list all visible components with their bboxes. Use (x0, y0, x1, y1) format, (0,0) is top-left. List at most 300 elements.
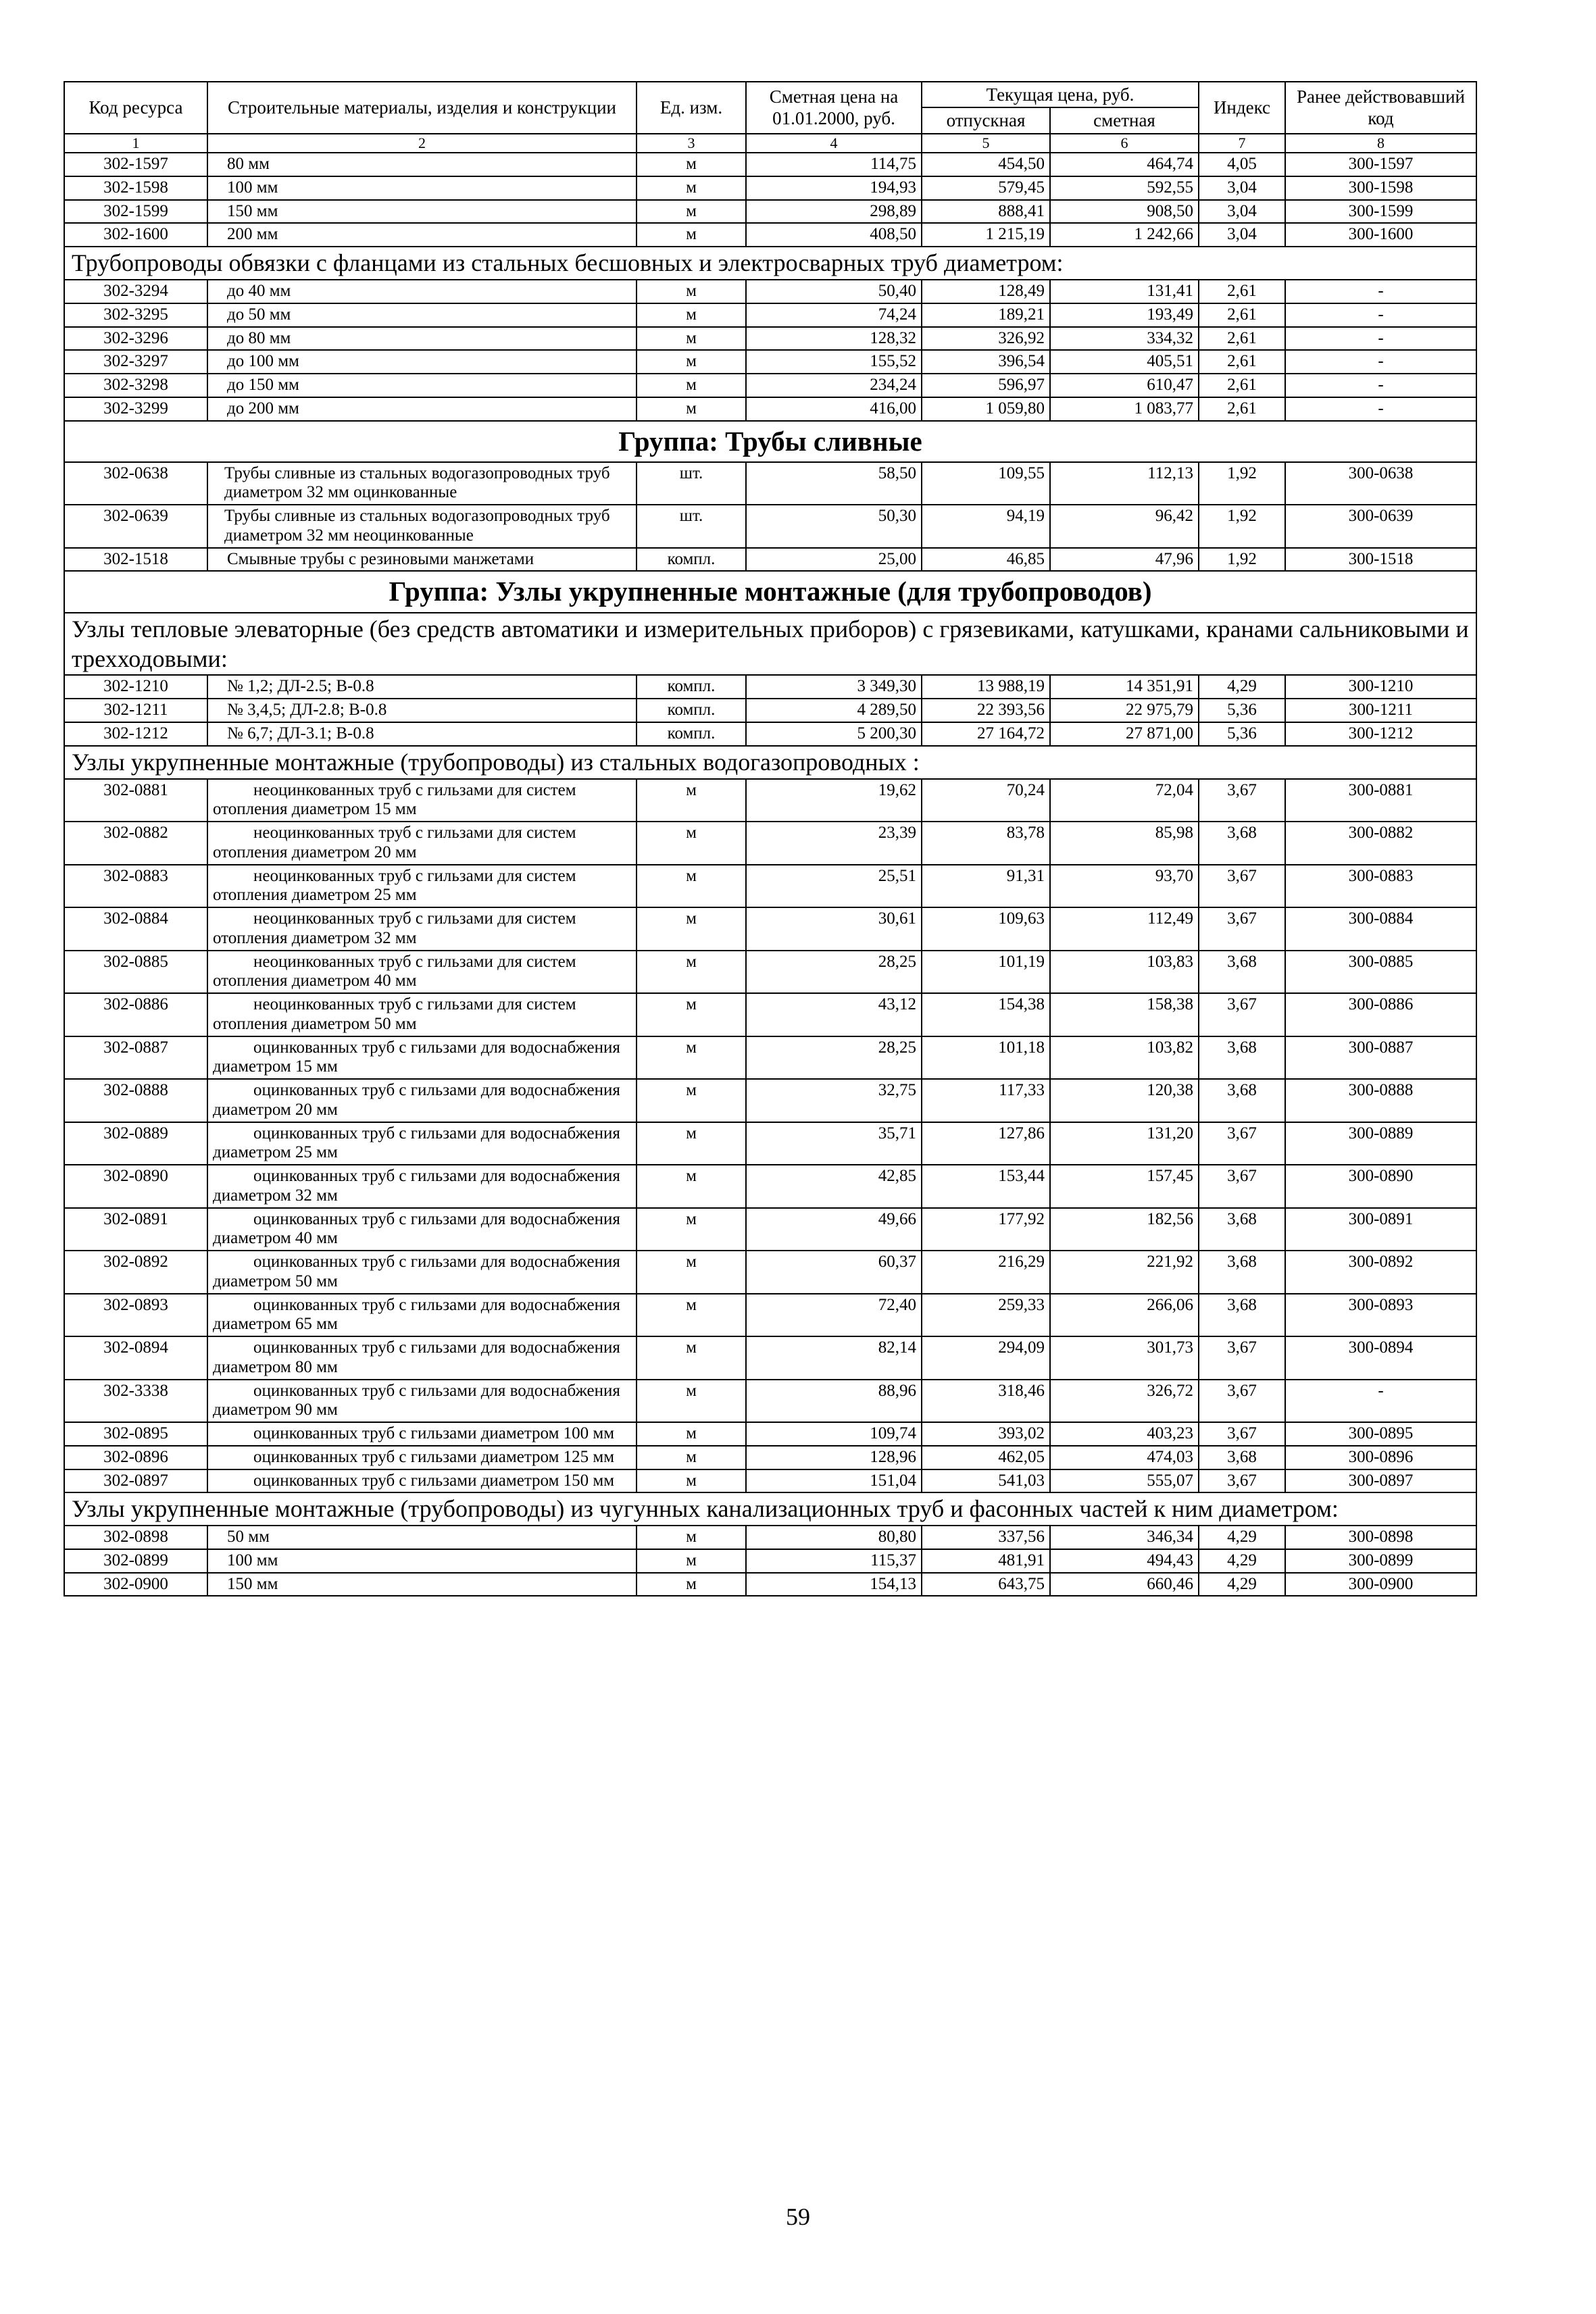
header-materials: Строительные материалы, изделия и конструкции (207, 82, 637, 134)
table-row (64, 993, 1476, 1036)
name-cell: № 6,7; ДЛ-3.1; В-0.8 (207, 722, 637, 746)
header-previous-code: Ранее действовавший код (1285, 82, 1476, 134)
index-cell: 3,67 (1199, 865, 1285, 908)
base-price-cell: 50,40 (746, 280, 922, 303)
sale-price-cell: 294,09 (922, 1336, 1050, 1380)
unit-cell: м (637, 907, 746, 951)
sale-price-cell: 1 059,80 (922, 397, 1050, 421)
group-heading-row (64, 421, 1476, 462)
estimate-price-cell: 1 083,77 (1050, 397, 1199, 421)
name-cell: Трубы сливные из стальных водогазопроводных труб диаметром 32 мм неоцинкованные (207, 505, 637, 548)
index-cell: 3,04 (1199, 223, 1285, 247)
previous-code-cell: 300-0897 (1285, 1469, 1476, 1493)
estimate-price-cell: 610,47 (1050, 374, 1199, 397)
previous-code-cell: 300-0896 (1285, 1446, 1476, 1469)
header-index: Индекс (1199, 82, 1285, 134)
previous-code-cell: 300-1600 (1285, 223, 1476, 247)
base-price-cell: 88,96 (746, 1380, 922, 1423)
table-row (64, 350, 1476, 374)
code-cell: 302-3338 (64, 1380, 207, 1423)
unit-cell: м (637, 1549, 746, 1573)
table-row (64, 822, 1476, 865)
sale-price-cell: 94,19 (922, 505, 1050, 548)
table-row (64, 907, 1476, 951)
code-cell: 302-3294 (64, 280, 207, 303)
base-price-cell: 128,96 (746, 1446, 922, 1469)
previous-code-cell: 300-0892 (1285, 1251, 1476, 1294)
code-cell: 302-0895 (64, 1422, 207, 1446)
index-cell: 3,68 (1199, 1079, 1285, 1122)
base-price-cell: 408,50 (746, 223, 922, 247)
code-cell: 302-3297 (64, 350, 207, 374)
table-row (64, 462, 1476, 505)
unit-cell: м (637, 1036, 746, 1080)
unit-cell: шт. (637, 505, 746, 548)
sale-price-cell: 117,33 (922, 1079, 1050, 1122)
name-cell: оцинкованных труб с гильзами для водоснабжения диаметром 15 мм (207, 1036, 637, 1080)
estimate-price-cell: 72,04 (1050, 779, 1199, 822)
estimate-price-cell: 27 871,00 (1050, 722, 1199, 746)
table-row (64, 951, 1476, 994)
code-cell: 302-1210 (64, 675, 207, 699)
base-price-cell: 80,80 (746, 1526, 922, 1549)
unit-cell: м (637, 1208, 746, 1251)
section-heading: Узлы тепловые элеваторные (без средств автоматики и измерительных приборов) с грязевиками, катушками, кранами сальниковыми и трехходовыми: (64, 613, 1476, 676)
index-cell: 2,61 (1199, 327, 1285, 351)
code-cell: 302-0898 (64, 1526, 207, 1549)
name-cell: до 150 мм (207, 374, 637, 397)
previous-code-cell: 300-1211 (1285, 699, 1476, 722)
table-row (64, 397, 1476, 421)
estimate-price-cell: 14 351,91 (1050, 675, 1199, 699)
code-cell: 302-1518 (64, 548, 207, 572)
table-row (64, 327, 1476, 351)
sale-price-cell: 1 215,19 (922, 223, 1050, 247)
name-cell: 80 мм (207, 153, 637, 176)
sale-price-cell: 596,97 (922, 374, 1050, 397)
code-cell: 302-0888 (64, 1079, 207, 1122)
unit-cell: м (637, 223, 746, 247)
code-cell: 302-0638 (64, 462, 207, 505)
previous-code-cell: 300-0899 (1285, 1549, 1476, 1573)
unit-cell: м (637, 865, 746, 908)
unit-cell: м (637, 1251, 746, 1294)
sale-price-cell: 27 164,72 (922, 722, 1050, 746)
sale-price-cell: 337,56 (922, 1526, 1050, 1549)
estimate-price-cell: 157,45 (1050, 1165, 1199, 1208)
index-cell: 2,61 (1199, 374, 1285, 397)
name-cell: до 40 мм (207, 280, 637, 303)
sale-price-cell: 70,24 (922, 779, 1050, 822)
sale-price-cell: 888,41 (922, 200, 1050, 224)
table-row (64, 374, 1476, 397)
header-col-number: 2 (207, 134, 637, 153)
name-cell: 150 мм (207, 200, 637, 224)
name-cell: оцинкованных труб с гильзами для водоснабжения диаметром 32 мм (207, 1165, 637, 1208)
name-cell: неоцинкованных труб с гильзами для систем отопления диаметром 20 мм (207, 822, 637, 865)
table-row (64, 1294, 1476, 1337)
previous-code-cell: 300-0888 (1285, 1079, 1476, 1122)
name-cell: оцинкованных труб с гильзами диаметром 150 мм (207, 1469, 637, 1493)
index-cell: 3,67 (1199, 907, 1285, 951)
unit-cell: м (637, 1526, 746, 1549)
index-cell: 3,67 (1199, 1336, 1285, 1380)
code-cell: 302-0885 (64, 951, 207, 994)
code-cell: 302-1600 (64, 223, 207, 247)
table-row (64, 153, 1476, 176)
estimate-price-cell: 120,38 (1050, 1079, 1199, 1122)
unit-cell: м (637, 1294, 746, 1337)
estimate-price-cell: 405,51 (1050, 350, 1199, 374)
estimate-price-cell: 93,70 (1050, 865, 1199, 908)
index-cell: 2,61 (1199, 303, 1285, 327)
previous-code-cell: 300-0881 (1285, 779, 1476, 822)
unit-cell: м (637, 397, 746, 421)
unit-cell: м (637, 779, 746, 822)
sale-price-cell: 216,29 (922, 1251, 1050, 1294)
estimate-price-cell: 182,56 (1050, 1208, 1199, 1251)
base-price-cell: 58,50 (746, 462, 922, 505)
unit-cell: шт. (637, 462, 746, 505)
index-cell: 3,68 (1199, 1446, 1285, 1469)
previous-code-cell: 300-0890 (1285, 1165, 1476, 1208)
unit-cell: м (637, 374, 746, 397)
table-body (64, 153, 1476, 1596)
index-cell: 3,67 (1199, 1380, 1285, 1423)
base-price-cell: 234,24 (746, 374, 922, 397)
base-price-cell: 74,24 (746, 303, 922, 327)
base-price-cell: 30,61 (746, 907, 922, 951)
index-cell: 3,67 (1199, 1165, 1285, 1208)
previous-code-cell: 300-0884 (1285, 907, 1476, 951)
estimate-price-cell: 85,98 (1050, 822, 1199, 865)
code-cell: 302-0894 (64, 1336, 207, 1380)
previous-code-cell: 300-0900 (1285, 1573, 1476, 1596)
sale-price-cell: 101,18 (922, 1036, 1050, 1080)
table-row (64, 1079, 1476, 1122)
table-row (64, 223, 1476, 247)
unit-cell: м (637, 176, 746, 200)
section-heading: Трубопроводы обвязки с фланцами из стальных бесшовных и электросварных труб диаметром: (64, 247, 1476, 280)
code-cell: 302-1211 (64, 699, 207, 722)
sale-price-cell: 177,92 (922, 1208, 1050, 1251)
base-price-cell: 23,39 (746, 822, 922, 865)
base-price-cell: 114,75 (746, 153, 922, 176)
index-cell: 1,92 (1199, 462, 1285, 505)
unit-cell: м (637, 153, 746, 176)
table-row (64, 548, 1476, 572)
unit-cell: м (637, 822, 746, 865)
code-cell: 302-0883 (64, 865, 207, 908)
unit-cell: м (637, 350, 746, 374)
unit-cell: м (637, 1573, 746, 1596)
estimate-price-cell: 474,03 (1050, 1446, 1199, 1469)
code-cell: 302-3298 (64, 374, 207, 397)
name-cell: оцинкованных труб с гильзами диаметром 100 мм (207, 1422, 637, 1446)
estimate-price-cell: 660,46 (1050, 1573, 1199, 1596)
code-cell: 302-1212 (64, 722, 207, 746)
index-cell: 3,04 (1199, 176, 1285, 200)
estimate-price-cell: 47,96 (1050, 548, 1199, 572)
name-cell: Смывные трубы с резиновыми манжетами (207, 548, 637, 572)
base-price-cell: 42,85 (746, 1165, 922, 1208)
table-row (64, 779, 1476, 822)
sale-price-cell: 46,85 (922, 548, 1050, 572)
table-row (64, 1036, 1476, 1080)
base-price-cell: 49,66 (746, 1208, 922, 1251)
name-cell: 100 мм (207, 1549, 637, 1573)
estimate-price-cell: 131,20 (1050, 1122, 1199, 1165)
index-cell: 2,61 (1199, 350, 1285, 374)
estimate-price-cell: 266,06 (1050, 1294, 1199, 1337)
previous-code-cell: 300-0883 (1285, 865, 1476, 908)
index-cell: 4,29 (1199, 1573, 1285, 1596)
table-row (64, 1446, 1476, 1469)
base-price-cell: 155,52 (746, 350, 922, 374)
base-price-cell: 72,40 (746, 1294, 922, 1337)
unit-cell: м (637, 1469, 746, 1493)
name-cell: Трубы сливные из стальных водогазопроводных труб диаметром 32 мм оцинкованные (207, 462, 637, 505)
table-row (64, 865, 1476, 908)
unit-cell: м (637, 1422, 746, 1446)
name-cell: до 200 мм (207, 397, 637, 421)
base-price-cell: 194,93 (746, 176, 922, 200)
sale-price-cell: 454,50 (922, 153, 1050, 176)
table-row (64, 675, 1476, 699)
previous-code-cell: - (1285, 397, 1476, 421)
sale-price-cell: 127,86 (922, 1122, 1050, 1165)
table-row (64, 1422, 1476, 1446)
code-cell: 302-0891 (64, 1208, 207, 1251)
sale-price-cell: 83,78 (922, 822, 1050, 865)
header-unit: Ед. изм. (637, 82, 746, 134)
index-cell: 3,67 (1199, 1422, 1285, 1446)
base-price-cell: 154,13 (746, 1573, 922, 1596)
name-cell: 50 мм (207, 1526, 637, 1549)
section-heading-row (64, 1492, 1476, 1526)
index-cell: 4,29 (1199, 1549, 1285, 1573)
index-cell: 4,29 (1199, 1526, 1285, 1549)
sale-price-cell: 22 393,56 (922, 699, 1050, 722)
previous-code-cell: 300-0887 (1285, 1036, 1476, 1080)
sale-price-cell: 13 988,19 (922, 675, 1050, 699)
base-price-cell: 5 200,30 (746, 722, 922, 746)
index-cell: 1,92 (1199, 505, 1285, 548)
previous-code-cell: 300-1210 (1285, 675, 1476, 699)
unit-cell: компл. (637, 548, 746, 572)
index-cell: 3,68 (1199, 1208, 1285, 1251)
index-cell: 5,36 (1199, 722, 1285, 746)
estimate-price-cell: 221,92 (1050, 1251, 1199, 1294)
base-price-cell: 35,71 (746, 1122, 922, 1165)
unit-cell: м (637, 280, 746, 303)
estimate-price-cell: 96,42 (1050, 505, 1199, 548)
previous-code-cell: 300-0639 (1285, 505, 1476, 548)
base-price-cell: 4 289,50 (746, 699, 922, 722)
table-row (64, 1380, 1476, 1423)
table-row (64, 1549, 1476, 1573)
name-cell: оцинкованных труб с гильзами для водоснабжения диаметром 50 мм (207, 1251, 637, 1294)
estimate-price-cell: 193,49 (1050, 303, 1199, 327)
header-code: Код ресурса (64, 82, 207, 134)
unit-cell: компл. (637, 699, 746, 722)
header-col-number: 8 (1285, 134, 1476, 153)
index-cell: 3,68 (1199, 1036, 1285, 1080)
unit-cell: м (637, 1079, 746, 1122)
code-cell: 302-0886 (64, 993, 207, 1036)
table-row (64, 1208, 1476, 1251)
section-heading-row (64, 247, 1476, 280)
previous-code-cell: - (1285, 350, 1476, 374)
header-estimate-price: сметная (1050, 107, 1199, 133)
name-cell: неоцинкованных труб с гильзами для систем отопления диаметром 25 мм (207, 865, 637, 908)
previous-code-cell: 300-0889 (1285, 1122, 1476, 1165)
unit-cell: компл. (637, 675, 746, 699)
sale-price-cell: 481,91 (922, 1549, 1050, 1573)
table-row (64, 1165, 1476, 1208)
name-cell: неоцинкованных труб с гильзами для систем отопления диаметром 32 мм (207, 907, 637, 951)
sale-price-cell: 643,75 (922, 1573, 1050, 1596)
previous-code-cell: - (1285, 303, 1476, 327)
estimate-price-cell: 22 975,79 (1050, 699, 1199, 722)
base-price-cell: 151,04 (746, 1469, 922, 1493)
table-row (64, 1336, 1476, 1380)
header-col-number: 5 (922, 134, 1050, 153)
code-cell: 302-0884 (64, 907, 207, 951)
sale-price-cell: 153,44 (922, 1165, 1050, 1208)
code-cell: 302-0639 (64, 505, 207, 548)
estimate-price-cell: 464,74 (1050, 153, 1199, 176)
estimate-price-cell: 592,55 (1050, 176, 1199, 200)
sale-price-cell: 462,05 (922, 1446, 1050, 1469)
name-cell: неоцинкованных труб с гильзами для систем отопления диаметром 50 мм (207, 993, 637, 1036)
previous-code-cell: 300-0894 (1285, 1336, 1476, 1380)
code-cell: 302-1597 (64, 153, 207, 176)
table-row (64, 699, 1476, 722)
index-cell: 2,61 (1199, 397, 1285, 421)
index-cell: 1,92 (1199, 548, 1285, 572)
base-price-cell: 50,30 (746, 505, 922, 548)
code-cell: 302-1599 (64, 200, 207, 224)
index-cell: 3,68 (1199, 1294, 1285, 1337)
code-cell: 302-0899 (64, 1549, 207, 1573)
table-row (64, 1251, 1476, 1294)
name-cell: неоцинкованных труб с гильзами для систем отопления диаметром 40 мм (207, 951, 637, 994)
base-price-cell: 109,74 (746, 1422, 922, 1446)
estimate-price-cell: 334,32 (1050, 327, 1199, 351)
base-price-cell: 43,12 (746, 993, 922, 1036)
table-row (64, 1573, 1476, 1596)
unit-cell: м (637, 327, 746, 351)
section-heading: Узлы укрупненные монтажные (трубопроводы) из стальных водогазопроводных : (64, 746, 1476, 779)
base-price-cell: 128,32 (746, 327, 922, 351)
name-cell: неоцинкованных труб с гильзами для систем отопления диаметром 15 мм (207, 779, 637, 822)
code-cell: 302-0889 (64, 1122, 207, 1165)
previous-code-cell: 300-1598 (1285, 176, 1476, 200)
section-heading: Узлы укрупненные монтажные (трубопроводы) из чугунных канализационных труб и фасонных частей к ним диаметром: (64, 1492, 1476, 1526)
estimate-price-cell: 158,38 (1050, 993, 1199, 1036)
table-row (64, 722, 1476, 746)
code-cell: 302-0896 (64, 1446, 207, 1469)
section-heading-row (64, 746, 1476, 779)
code-cell: 302-0882 (64, 822, 207, 865)
estimate-price-cell: 908,50 (1050, 200, 1199, 224)
group-heading-row (64, 571, 1476, 612)
name-cell: 200 мм (207, 223, 637, 247)
table-row (64, 505, 1476, 548)
sale-price-cell: 101,19 (922, 951, 1050, 994)
estimate-price-cell: 131,41 (1050, 280, 1199, 303)
base-price-cell: 82,14 (746, 1336, 922, 1380)
previous-code-cell: 300-0882 (1285, 822, 1476, 865)
sale-price-cell: 189,21 (922, 303, 1050, 327)
base-price-cell: 19,62 (746, 779, 922, 822)
sale-price-cell: 541,03 (922, 1469, 1050, 1493)
estimate-price-cell: 112,49 (1050, 907, 1199, 951)
unit-cell: м (637, 303, 746, 327)
base-price-cell: 60,37 (746, 1251, 922, 1294)
name-cell: оцинкованных труб с гильзами для водоснабжения диаметром 90 мм (207, 1380, 637, 1423)
header-col-number: 7 (1199, 134, 1285, 153)
code-cell: 302-3296 (64, 327, 207, 351)
unit-cell: м (637, 1336, 746, 1380)
group-heading: Группа: Трубы сливные (64, 421, 1476, 462)
sale-price-cell: 259,33 (922, 1294, 1050, 1337)
previous-code-cell: 300-0893 (1285, 1294, 1476, 1337)
code-cell: 302-0892 (64, 1251, 207, 1294)
estimate-price-cell: 403,23 (1050, 1422, 1199, 1446)
name-cell: оцинкованных труб с гильзами для водоснабжения диаметром 65 мм (207, 1294, 637, 1337)
table-row (64, 280, 1476, 303)
page-number: 59 (786, 2203, 810, 2230)
sale-price-cell: 128,49 (922, 280, 1050, 303)
unit-cell: м (637, 951, 746, 994)
estimate-price-cell: 103,83 (1050, 951, 1199, 994)
estimate-price-cell: 326,72 (1050, 1380, 1199, 1423)
name-cell: оцинкованных труб с гильзами для водоснабжения диаметром 40 мм (207, 1208, 637, 1251)
index-cell: 3,68 (1199, 951, 1285, 994)
unit-cell: м (637, 200, 746, 224)
previous-code-cell: - (1285, 327, 1476, 351)
previous-code-cell: 300-1597 (1285, 153, 1476, 176)
previous-code-cell: - (1285, 280, 1476, 303)
index-cell: 5,36 (1199, 699, 1285, 722)
sale-price-cell: 326,92 (922, 327, 1050, 351)
name-cell: оцинкованных труб с гильзами для водоснабжения диаметром 25 мм (207, 1122, 637, 1165)
sale-price-cell: 109,63 (922, 907, 1050, 951)
index-cell: 3,68 (1199, 822, 1285, 865)
code-cell: 302-0900 (64, 1573, 207, 1596)
code-cell: 302-3295 (64, 303, 207, 327)
estimate-price-cell: 555,07 (1050, 1469, 1199, 1493)
name-cell: до 80 мм (207, 327, 637, 351)
table-row (64, 303, 1476, 327)
header-col-number: 1 (64, 134, 207, 153)
estimate-price-cell: 346,34 (1050, 1526, 1199, 1549)
previous-code-cell: 300-0895 (1285, 1422, 1476, 1446)
name-cell: № 3,4,5; ДЛ-2.8; В-0.8 (207, 699, 637, 722)
previous-code-cell: - (1285, 374, 1476, 397)
estimate-price-cell: 112,13 (1050, 462, 1199, 505)
base-price-cell: 28,25 (746, 951, 922, 994)
name-cell: № 1,2; ДЛ-2.5; В-0.8 (207, 675, 637, 699)
sale-price-cell: 91,31 (922, 865, 1050, 908)
index-cell: 3,68 (1199, 1251, 1285, 1294)
table-row (64, 1122, 1476, 1165)
base-price-cell: 25,51 (746, 865, 922, 908)
previous-code-cell: 300-0638 (1285, 462, 1476, 505)
previous-code-cell: - (1285, 1380, 1476, 1423)
